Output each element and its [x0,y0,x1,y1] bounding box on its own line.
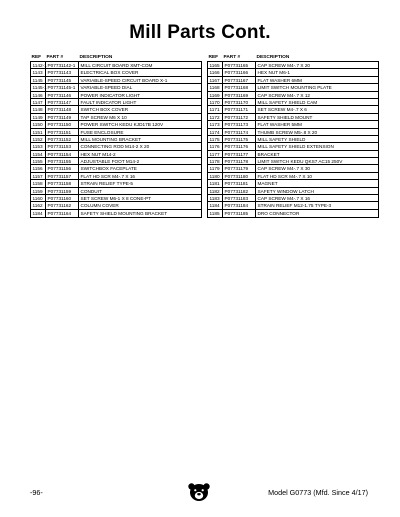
part-number-cell: P07731179 [223,165,256,171]
part-number-cell: P07731177 [223,151,256,157]
ref-cell: 1155 [31,158,46,164]
table-row [31,84,201,91]
description-cell: MILL SAFETY SHIELD CAM [257,99,318,105]
parts-table-right [207,53,379,218]
table-row [31,165,201,172]
table-row [31,121,201,128]
part-number-cell: P07731168 [223,84,256,90]
description-cell: FAULT INDICATOR LIGHT [80,99,137,105]
part-number-cell: P07731176 [223,143,256,149]
description-cell: SAFETY WINDOW LATCH [257,188,314,194]
table-row [31,136,201,143]
table-row [208,114,378,121]
description-cell: MAGNET [257,181,278,187]
ref-cell: 1160 [31,195,46,201]
ref-cell: 1177 [208,151,223,157]
part-number-cell: P07731159 [46,188,79,194]
part-number-cell: P07731174 [223,129,256,135]
ref-cell: 1172 [208,114,223,120]
table-header [30,53,202,61]
ref-cell: 1147 [31,99,46,105]
part-number-cell: P07731165 [223,62,256,68]
description-cell: STRAIN RELIEF TYPE-5 [80,181,134,187]
description-cell: COLUMN COVER [80,203,119,209]
table-row [208,158,378,165]
part-number-cell: P07731155 [46,158,79,164]
header-description: DESCRIPTION [256,54,290,60]
ref-cell: 1142-1 [32,63,47,68]
ref-cell: 1145-1 [32,85,47,91]
ref-cell: 1170 [208,99,223,105]
part-number-cell: P07731170 [223,99,256,105]
table-body [207,61,379,218]
description-cell: MILL SAFETY SHIELD EXTENSION [257,144,334,150]
table-row [208,195,378,202]
description-cell: HEX NUT M6-1 [257,70,290,76]
description-cell: BRACKET [257,151,280,157]
part-number-cell: P07731166 [223,69,256,75]
description-cell: FUSE ENCLOSURE [80,129,124,135]
part-number-cell: P07731146 [46,92,79,98]
part-number-cell: P07731151 [46,129,79,135]
ref-cell: 1184 [208,202,223,208]
part-number-cell: P07731145 [46,77,79,83]
part-number-cell: P07731142-1 [46,62,79,68]
part-number-cell: P07731180 [223,173,256,179]
part-number-cell: P07731160 [46,195,79,201]
table-row [208,151,378,158]
header-ref: REF [31,54,42,60]
description-cell: POWER SWITCH KEDU KJD17B 120V [80,122,164,128]
ref-cell: 1169 [208,92,223,98]
part-number-cell: P07731143 [46,69,79,75]
description-cell: SWITCH BOX COVER [80,107,129,113]
part-number-cell: P07731167 [223,77,256,83]
part-number-cell: P07731153 [46,143,79,149]
page-number: -96- [30,488,43,497]
table-row [208,180,378,187]
part-number-cell: P07731158 [46,180,79,186]
description-cell: MILL CIRCUIT BOARD XMT-COM [80,63,153,68]
table-row [208,143,378,150]
description-cell: SET SCREW M4-.7 X 6 [257,107,307,113]
table-row [31,202,201,209]
table-row [31,143,201,150]
part-number-cell: P07731183 [223,195,256,201]
description-cell: FLAT HD SCR M4-.7 X 16 [80,173,136,179]
description-cell: CONNECTING ROD M14-2 X 20 [80,144,150,150]
ref-cell: 1180 [208,173,223,179]
table-row [31,99,201,106]
ref-cell: 1156 [31,165,46,171]
table-row [31,158,201,165]
table-row [208,129,378,136]
part-number-cell: P07731181 [223,180,256,186]
ref-cell: 1182 [208,188,223,194]
part-number-cell: P07731182 [223,188,256,194]
table-row [208,62,378,69]
table-row [31,188,201,195]
ref-cell: 1146 [31,92,46,98]
part-number-cell: P07731171 [223,106,256,112]
table-row [208,210,378,217]
description-cell: MILL MOUNTING BRACKET [80,136,142,142]
ref-cell: 1158 [31,180,46,186]
ref-cell: 1168 [208,84,223,90]
table-row [208,92,378,99]
ref-cell: 1179 [208,165,223,171]
part-number-cell: P07731148 [46,106,79,112]
table-row [31,180,201,187]
description-cell: POWER INDICATOR LIGHT [80,92,140,98]
ref-cell: 1185 [208,210,223,217]
table-row [31,106,201,113]
ref-cell: 1151 [31,129,46,135]
part-number-cell: P07731154 [46,151,79,157]
description-cell: SAFETY SHIELD MOUNTING BRACKET [80,210,168,216]
table-row [31,210,201,217]
table-body [30,61,202,218]
part-number-cell: P07731150 [46,121,79,127]
description-cell: CAP SCREW M4-.7 X 30 [257,166,311,172]
table-row [208,99,378,106]
ref-cell: 1143 [31,69,46,75]
ref-cell: 1181 [208,180,223,186]
part-number-cell: P07731184 [223,202,256,208]
ref-cell: 1148 [31,106,46,112]
description-cell: SAFETY SHIELD MOUNT [257,114,313,120]
ref-cell: 1154 [31,151,46,157]
part-number-cell: P07731145-1 [46,84,79,90]
table-row [31,114,201,121]
ref-cell: 1176 [208,143,223,149]
ref-cell: 1173 [208,121,223,127]
description-cell: ELECTRICAL BOX COVER [80,70,139,76]
table-row [31,151,201,158]
description-cell: CONDUIT [80,188,102,194]
description-cell: VARIABLE-SPEED DIAL [80,85,133,91]
part-number-cell: P07731164 [46,210,79,217]
header-description: DESCRIPTION [79,54,113,60]
description-cell: DRO CONNECTOR [257,210,300,216]
table-row [31,195,201,202]
description-cell: SWITCHBOX FACEPLATE [80,166,137,172]
description-cell: CAP SCREW M4-.7 X 16 [257,196,311,202]
header-part: PART # [46,54,64,60]
ref-cell: 1184 [31,210,46,217]
description-cell: CAP SCREW M4-.7 X 12 [257,92,311,98]
part-number-cell: P07731162 [46,202,79,208]
description-cell: SET SCREW M6-1 X 8 CONE-PT [80,196,151,202]
table-row [31,129,201,136]
ref-cell: 1159 [31,188,46,194]
ref-cell: 1174 [208,129,223,135]
part-number-cell: P07731169 [223,92,256,98]
part-number-cell: P07731185 [223,210,256,217]
page-title: Mill Parts Cont. [129,22,271,43]
description-cell: TAP SCREW M6 X 10 [80,114,127,120]
ref-cell: 1167 [208,77,223,83]
part-number-cell: P07731147 [46,99,79,105]
part-number-cell: P07731173 [223,121,256,127]
description-cell: FLAT WASHER 6MM [257,77,302,83]
table-row [31,173,201,180]
part-number-cell: P07731149 [46,114,79,120]
table-row [208,188,378,195]
description-cell: STRAIN RELIEF M12-1.75 TYPE-3 [257,203,332,209]
table-row [31,92,201,99]
table-header [207,53,379,61]
table-row [208,136,378,143]
model-info: Model G0773 (Mfd. Since 4/17) [268,488,368,497]
description-cell: THUMB SCREW M5-.8 X 20 [257,129,318,135]
description-cell: MILL SAFETY SHIELD [257,136,306,142]
ref-cell: 1153 [31,143,46,149]
description-cell: LIMIT SWITCH MOUNTING PLATE [257,85,332,91]
description-cell: LIMIT SWITCH KEDU QKS7 AC15 250V [257,159,343,165]
description-cell: FLAT WASHER 5MM [257,122,302,128]
table-row [208,165,378,172]
table-row [208,173,378,180]
ref-cell: 1149 [31,114,46,120]
description-cell: FLAT HD SCR M4-.7 X 10 [257,173,313,179]
ref-cell: 1178 [208,158,223,164]
table-row [208,121,378,128]
description-cell: CAP SCREW M4-.7 X 20 [257,63,311,68]
description-cell: ADJUSTABLE FOOT M14-2 [80,159,140,165]
part-number-cell: P07731175 [223,136,256,142]
table-row [31,62,201,69]
ref-cell: 1175 [208,136,223,142]
ref-cell: 1157 [31,173,46,179]
ref-cell: 1165 [208,62,223,68]
ref-cell: 1171 [208,106,223,112]
ref-cell: 1162 [31,202,46,208]
table-row [208,106,378,113]
part-number-cell: P07731157 [46,173,79,179]
header-ref: REF [208,54,219,60]
grizzly-bear-logo-icon [187,482,211,502]
description-cell: HEX NUT M14-2 [80,151,116,157]
part-number-cell: P07731172 [223,114,256,120]
table-row [31,77,201,84]
table-row [31,69,201,76]
table-row [208,84,378,91]
header-part: PART # [223,54,241,60]
part-number-cell: P07731156 [46,165,79,171]
ref-cell: 1183 [208,195,223,201]
ref-cell: 1145 [31,77,46,83]
ref-cell: 1150 [31,121,46,127]
table-row [208,77,378,84]
table-row [208,202,378,209]
table-row [208,69,378,76]
part-number-cell: P07731152 [46,136,79,142]
part-number-cell: P07731178 [223,158,256,164]
ref-cell: 1166 [208,69,223,75]
ref-cell: 1152 [31,136,46,142]
description-cell: VARIABLE-SPEED CIRCUIT BOARD X-1 [80,77,168,83]
parts-table-left [30,53,202,218]
